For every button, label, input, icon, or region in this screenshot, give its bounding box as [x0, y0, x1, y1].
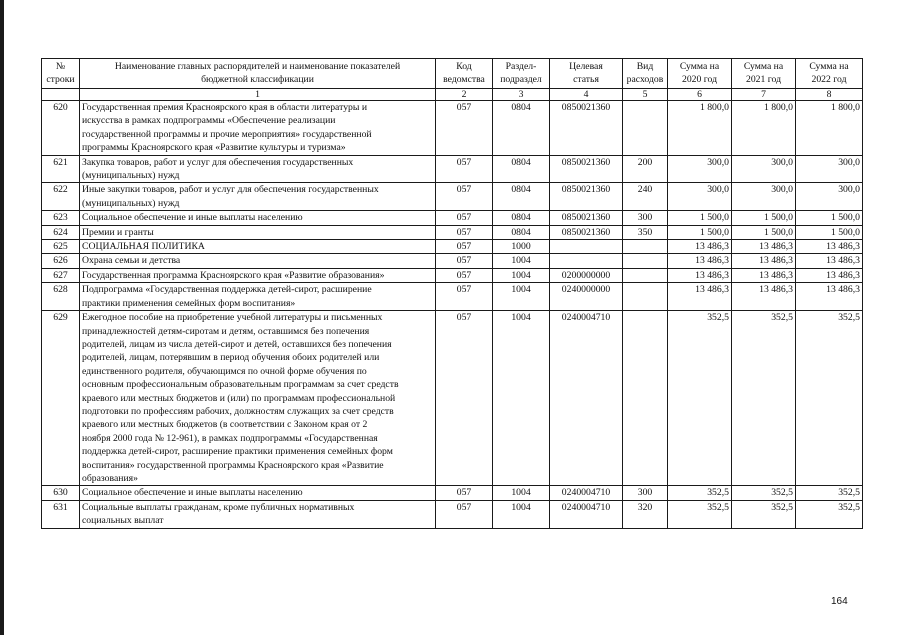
target-item-code: 0850021360: [550, 101, 623, 156]
expense-type-code: [623, 283, 668, 311]
expense-type-code: [623, 311, 668, 486]
row-name: Закупка товаров, работ и услуг для обеспечения государственных (муниципальных) нужд: [80, 155, 436, 183]
sum-2020: 300,0: [668, 183, 732, 211]
section-code: 1004: [493, 254, 550, 268]
col-number: 3: [493, 89, 550, 101]
col-number: 8: [796, 89, 863, 101]
section-code: 0804: [493, 211, 550, 225]
row-name: Охрана семьи и детства: [80, 254, 436, 268]
sum-2022: 352,5: [796, 500, 863, 528]
expense-type-code: 350: [623, 225, 668, 239]
department-code: 057: [436, 211, 493, 225]
department-code: 057: [436, 500, 493, 528]
expense-type-code: 240: [623, 183, 668, 211]
sum-2020: 13 486,3: [668, 254, 732, 268]
expense-type-code: 300: [623, 211, 668, 225]
expense-type-code: [623, 240, 668, 254]
section-code: 0804: [493, 155, 550, 183]
row-name: Ежегодное пособие на приобретение учебной литературы и письменных принадлежностей детям-сиротам и детям, оставшимся без попечения родителей, лицам из числа детей-сирот и детей, оставшихся без попечения родителей, лицам, потерявшим в период обучения обоих родителей или единственного родителя, обучающимся по очной форме обучения по основным профессиональным образовательным программам за счет средств краевого или местных бюджетов и (или) по программам профессиональной подготовки по профессиям рабочих, должностям служащих за счет средств краевого или местных бюджетов (в соответствии с Законом края от 2 ноября 2000 года № 12-961), в рамках подпрограммы «Государственная поддержка детей-сирот, расширение практики применения семейных форм воспитания» государственной программы Красноярского края «Развитие образования»: [80, 311, 436, 486]
sum-2022: 300,0: [796, 183, 863, 211]
table-row: [42, 225, 863, 239]
row-name: Социальные выплаты гражданам, кроме публичных нормативных социальных выплат: [80, 500, 436, 528]
row-name: Социальное обеспечение и иные выплаты населению: [80, 211, 436, 225]
col-header-sum-2020: Сумма на 2020 год: [668, 59, 732, 89]
sum-2020: 352,5: [668, 500, 732, 528]
target-item-code: 0850021360: [550, 183, 623, 211]
expense-type-code: 300: [623, 486, 668, 500]
table-row: [42, 311, 863, 486]
target-item-code: 0850021360: [550, 155, 623, 183]
col-header-expense-type: Вид расходов: [623, 59, 668, 89]
row-number: 627: [42, 268, 80, 282]
table-row: [42, 500, 863, 528]
scan-edge: [0, 0, 4, 635]
table-body: [42, 101, 863, 529]
sum-2022: 13 486,3: [796, 268, 863, 282]
target-item-code: 0240004710: [550, 486, 623, 500]
section-code: 1004: [493, 268, 550, 282]
department-code: 057: [436, 240, 493, 254]
sum-2022: 1 800,0: [796, 101, 863, 156]
col-number: 7: [732, 89, 796, 101]
row-number: 622: [42, 183, 80, 211]
section-code: 1004: [493, 283, 550, 311]
target-item-code: 0850021360: [550, 211, 623, 225]
sum-2021: 300,0: [732, 155, 796, 183]
table-row: [42, 101, 863, 156]
target-item-code: 0240004710: [550, 500, 623, 528]
sum-2022: 1 500,0: [796, 225, 863, 239]
row-number: 631: [42, 500, 80, 528]
sum-2020: 300,0: [668, 155, 732, 183]
col-number: 4: [550, 89, 623, 101]
row-number: 626: [42, 254, 80, 268]
sum-2021: 13 486,3: [732, 240, 796, 254]
department-code: 057: [436, 101, 493, 156]
row-number: 620: [42, 101, 80, 156]
row-name: Премии и гранты: [80, 225, 436, 239]
department-code: 057: [436, 254, 493, 268]
table-row: [42, 155, 863, 183]
sum-2022: 13 486,3: [796, 283, 863, 311]
section-code: 0804: [493, 225, 550, 239]
table-row: [42, 211, 863, 225]
sum-2022: 13 486,3: [796, 254, 863, 268]
row-number: 630: [42, 486, 80, 500]
col-header-sum-2022: Сумма на 2022 год: [796, 59, 863, 89]
section-code: 0804: [493, 183, 550, 211]
sum-2020: 13 486,3: [668, 268, 732, 282]
target-item-code: 0240004710: [550, 311, 623, 486]
sum-2022: 1 500,0: [796, 211, 863, 225]
target-item-code: 0200000000: [550, 268, 623, 282]
sum-2022: 352,5: [796, 486, 863, 500]
sum-2020: 352,5: [668, 486, 732, 500]
department-code: 057: [436, 225, 493, 239]
sum-2021: 1 500,0: [732, 225, 796, 239]
col-header-section: Раздел- подраздел: [493, 59, 550, 89]
sum-2021: 300,0: [732, 183, 796, 211]
column-number-row: [42, 89, 863, 101]
section-code: 1000: [493, 240, 550, 254]
department-code: 057: [436, 283, 493, 311]
sum-2021: 1 800,0: [732, 101, 796, 156]
col-number: 6: [668, 89, 732, 101]
target-item-code: [550, 254, 623, 268]
row-number: 623: [42, 211, 80, 225]
department-code: 057: [436, 311, 493, 486]
col-number: [42, 89, 80, 101]
col-header-row-number: № строки: [42, 59, 80, 89]
expense-type-code: 320: [623, 500, 668, 528]
col-number: 5: [623, 89, 668, 101]
sum-2021: 1 500,0: [732, 211, 796, 225]
row-name: Подпрограмма «Государственная поддержка детей-сирот, расширение практики применения семейных форм воспитания»: [80, 283, 436, 311]
target-item-code: [550, 240, 623, 254]
sum-2020: 13 486,3: [668, 240, 732, 254]
row-name: Государственная программа Красноярского края «Развитие образования»: [80, 268, 436, 282]
sum-2021: 13 486,3: [732, 283, 796, 311]
expense-type-code: [623, 254, 668, 268]
row-number: 628: [42, 283, 80, 311]
department-code: 057: [436, 486, 493, 500]
sum-2020: 1 800,0: [668, 101, 732, 156]
department-code: 057: [436, 155, 493, 183]
sum-2020: 13 486,3: [668, 283, 732, 311]
sum-2021: 13 486,3: [732, 254, 796, 268]
row-number: 621: [42, 155, 80, 183]
row-number: 624: [42, 225, 80, 239]
table-row: [42, 254, 863, 268]
header-row: [42, 59, 863, 89]
budget-table: [41, 58, 863, 529]
sum-2021: 352,5: [732, 500, 796, 528]
row-name: СОЦИАЛЬНАЯ ПОЛИТИКА: [80, 240, 436, 254]
expense-type-code: [623, 101, 668, 156]
expense-type-code: 200: [623, 155, 668, 183]
sum-2022: 300,0: [796, 155, 863, 183]
section-code: 1004: [493, 311, 550, 486]
table-row: [42, 268, 863, 282]
table-row: [42, 283, 863, 311]
col-number: 1: [80, 89, 436, 101]
sum-2022: 352,5: [796, 311, 863, 486]
sum-2020: 352,5: [668, 311, 732, 486]
section-code: 1004: [493, 500, 550, 528]
col-header-sum-2021: Сумма на 2021 год: [732, 59, 796, 89]
table-row: [42, 183, 863, 211]
col-number: 2: [436, 89, 493, 101]
sum-2022: 13 486,3: [796, 240, 863, 254]
table-row: [42, 486, 863, 500]
department-code: 057: [436, 268, 493, 282]
sum-2021: 352,5: [732, 311, 796, 486]
row-number: 625: [42, 240, 80, 254]
sum-2020: 1 500,0: [668, 211, 732, 225]
sum-2020: 1 500,0: [668, 225, 732, 239]
section-code: 1004: [493, 486, 550, 500]
col-header-name: Наименование главных распорядителей и наименование показателей бюджетной классификации: [80, 59, 436, 89]
col-header-department-code: Код ведомства: [436, 59, 493, 89]
department-code: 057: [436, 183, 493, 211]
table-row: [42, 240, 863, 254]
row-name: Иные закупки товаров, работ и услуг для обеспечения государственных (муниципальных) нужд: [80, 183, 436, 211]
sum-2021: 13 486,3: [732, 268, 796, 282]
row-name: Социальное обеспечение и иные выплаты населению: [80, 486, 436, 500]
row-name: Государственная премия Красноярского края в области литературы и искусства в рамках подпрограммы «Обеспечение реализации государственной программы и прочие мероприятия» государственной программы Красноярского края «Развитие культуры и туризма»: [80, 101, 436, 156]
sum-2021: 352,5: [732, 486, 796, 500]
target-item-code: 0850021360: [550, 225, 623, 239]
target-item-code: 0240000000: [550, 283, 623, 311]
section-code: 0804: [493, 101, 550, 156]
row-number: 629: [42, 311, 80, 486]
page-number: 164: [831, 596, 848, 607]
col-header-target-item: Целевая статья: [550, 59, 623, 89]
expense-type-code: [623, 268, 668, 282]
